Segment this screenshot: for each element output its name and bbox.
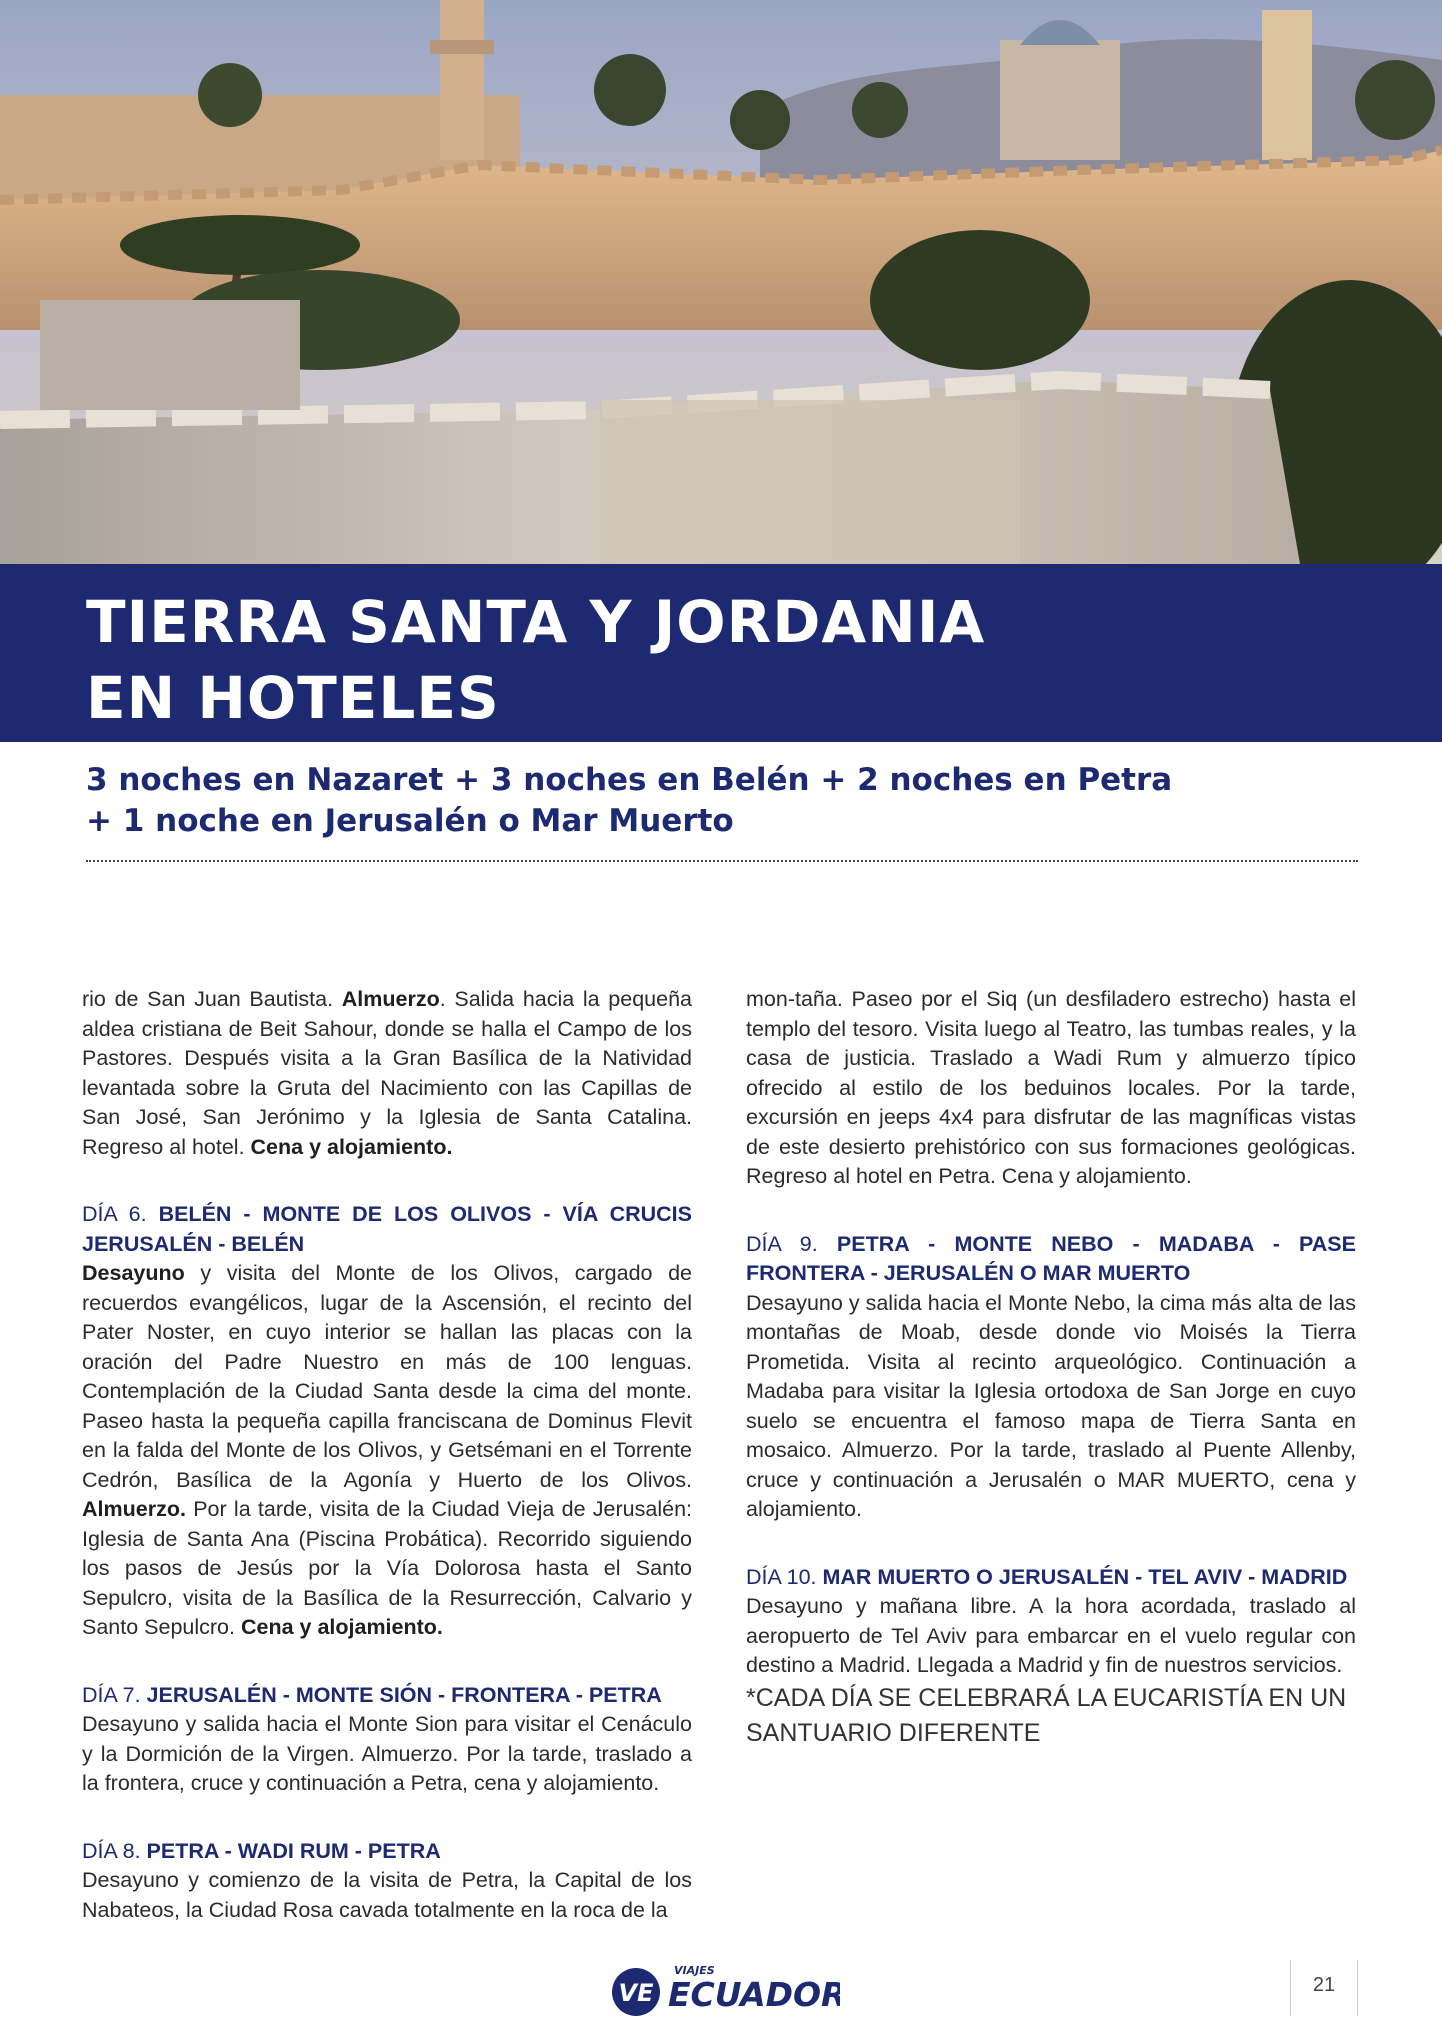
- title-band: [0, 564, 1442, 742]
- logo-mark-text: VE: [618, 1979, 654, 2007]
- page-title-line-2: EN HOTELES: [86, 664, 500, 732]
- subtitle-line-2: + 1 noche en Jerusalén o Mar Muerto: [86, 803, 734, 839]
- day-6-heading: [82, 1200, 692, 1259]
- day-number: DÍA 8.: [82, 1838, 147, 1863]
- bold-run: Almuerzo.: [82, 1497, 186, 1521]
- day8-continuation: mon-taña. Paseo por el Siq (un desfiladero estrecho) hasta el templo del tesoro. Visita luego al Teatro, las tumbas reales, y la casa de justicia. Traslado a Wadi Rum y almuerzo típico ofrecido al estilo de los beduinos locales. Por la tarde, excursión en jeeps 4x4 para disfrutar de las magníficas vistas de este desierto prehistórico con sus formaciones geológicas. Regreso al hotel en Petra. Cena y alojamiento.: [746, 987, 1356, 1188]
- day-10-heading: [746, 1563, 1356, 1593]
- text-run: . Salida hacia la pequeña aldea cristiana de Beit Sahour, donde se halla el Campo de los Pastores. Después visita a la Gran Basílica de la Natividad levantada sobre la Gruta del Nacimiento con las Capillas de San José, San Jerónimo y la Iglesia de Santa Catalina. Regreso al hotel.: [82, 987, 693, 1159]
- page-number: 21: [1312, 1974, 1336, 1996]
- dotted-divider: [86, 860, 1358, 862]
- bold-run: Almuerzo: [341, 987, 440, 1011]
- day-7: [82, 1681, 692, 1799]
- day-route: PETRA - MONTE NEBO - MADABA - PASE FRONTERA - JERUSALÉN O MAR MUERTO: [746, 1231, 1356, 1285]
- subtitle-line-1: 3 noches en Nazaret + 3 noches en Belén + 2 noches en Petra: [86, 762, 1173, 798]
- day-6: [82, 1200, 692, 1643]
- hero-photo-jerusalem-walls: [0, 0, 1442, 564]
- day-9-description: Desayuno y salida hacia el Monte Nebo, la cima más alta de las montañas de Moab, desde donde vio Moisés la Tierra Prometida. Visita al recinto arqueológico. Continuación a Madaba para visitar la Iglesia ortodoxa de San Jorge en cuyo suelo se encuentra el famoso mapa de Tierra Santa en mosaico. Almuerzo. Por la tarde, traslado al Puente Allenby, cruce y continuación a Jerusalén o MAR MUERTO, cena y alojamiento.: [746, 1290, 1356, 1521]
- day-7-description: Desayuno y salida hacia el Monte Sion para visitar el Cenáculo y la Dormición de la Virgen. Almuerzo. Por la tarde, traslado a la frontera, cruce y continuación a Petra, cena y alojamiento.: [82, 1712, 692, 1795]
- logo-main-text: ECUADOR: [668, 1975, 840, 2014]
- page-title: [86, 584, 985, 736]
- trip-subtitle: [86, 760, 1366, 842]
- day-8: [82, 1837, 692, 1926]
- day-route: MAR MUERTO O JERUSALÉN - TEL AVIV - MADRID: [822, 1564, 1348, 1589]
- day5-continuation: [82, 985, 692, 1162]
- day-10-description: Desayuno y mañana libre. A la hora acordada, traslado al aeropuerto de Tel Aviv para embarcar en el vuelo regular con destino a Madrid. Llegada a Madrid y fin de nuestros servicios.: [746, 1594, 1356, 1677]
- day-8-description: Desayuno y comienzo de la visita de Petra, la Capital de los Nabateos, la Ciudad Rosa cavada totalmente en la roca de la: [82, 1868, 692, 1922]
- day-route: BELÉN - MONTE DE LOS OLIVOS - VÍA CRUCIS JERUSALÉN - BELÉN: [82, 1202, 692, 1256]
- day-number: DÍA 10.: [746, 1564, 823, 1589]
- day-route: PETRA - WADI RUM - PETRA: [146, 1838, 441, 1863]
- eucharist-note: *CADA DÍA SE CELEBRARÁ LA EUCARISTÍA EN UN SANTUARIO DIFERENTE: [746, 1683, 1347, 1747]
- text-run: y visita del Monte de los Olivos, cargado de recuerdos evangélicos, lugar de la Ascensión, el recinto del Pater Noster, en cuyo interior se hallan las placas con la oración del Padre Nuestro en más de 100 lenguas. Contemplación de la Ciudad Santa desde la cima del monte. Paseo hasta la pequeña capilla franciscana de Dominus Flevit en la falda del Monte de los Olivos, y Getsémani en el Torrente Cedrón, Basílica de la Agonía y Huerto de los Olivos.: [82, 1261, 692, 1492]
- bold-run: Cena y alojamiento.: [250, 1134, 453, 1159]
- day-number: DÍA 7.: [82, 1682, 147, 1707]
- left-column: [82, 985, 692, 1925]
- bold-run: Desayuno: [82, 1261, 185, 1285]
- right-column: [746, 985, 1356, 1751]
- text-run: Por la tarde, visita de la Ciudad Vieja de Jerusalén: Iglesia de Santa Ana (Piscina Probática). Recorrido siguiendo los pasos de Jesús por la Vía Dolorosa hasta el Santo Sepulcro, visita de la Basílica de la Resurrección, Calvario y Santo Sepulcro.: [82, 1497, 692, 1639]
- day-7-heading: [82, 1681, 692, 1711]
- day-9: [746, 1230, 1356, 1525]
- day-route: JERUSALÉN - MONTE SIÓN - FRONTERA - PETRA: [146, 1682, 662, 1707]
- logo-small-text: VIAJES: [674, 1964, 715, 1977]
- viajes-ecuador-logo: [610, 1958, 840, 2018]
- text-run: rio de San Juan Bautista.: [82, 987, 342, 1011]
- bold-run: Cena y alojamiento.: [240, 1615, 443, 1639]
- day-number: DÍA 9.: [746, 1231, 837, 1256]
- day-6-description: [82, 1259, 692, 1643]
- day-number: DÍA 6.: [82, 1202, 159, 1226]
- page-number-box: [1290, 1960, 1358, 2016]
- day-8-heading: [82, 1837, 692, 1867]
- day-10: [746, 1563, 1356, 1681]
- day-9-heading: [746, 1230, 1356, 1289]
- page-title-line-1: TIERRA SANTA Y JORDANIA: [86, 588, 986, 656]
